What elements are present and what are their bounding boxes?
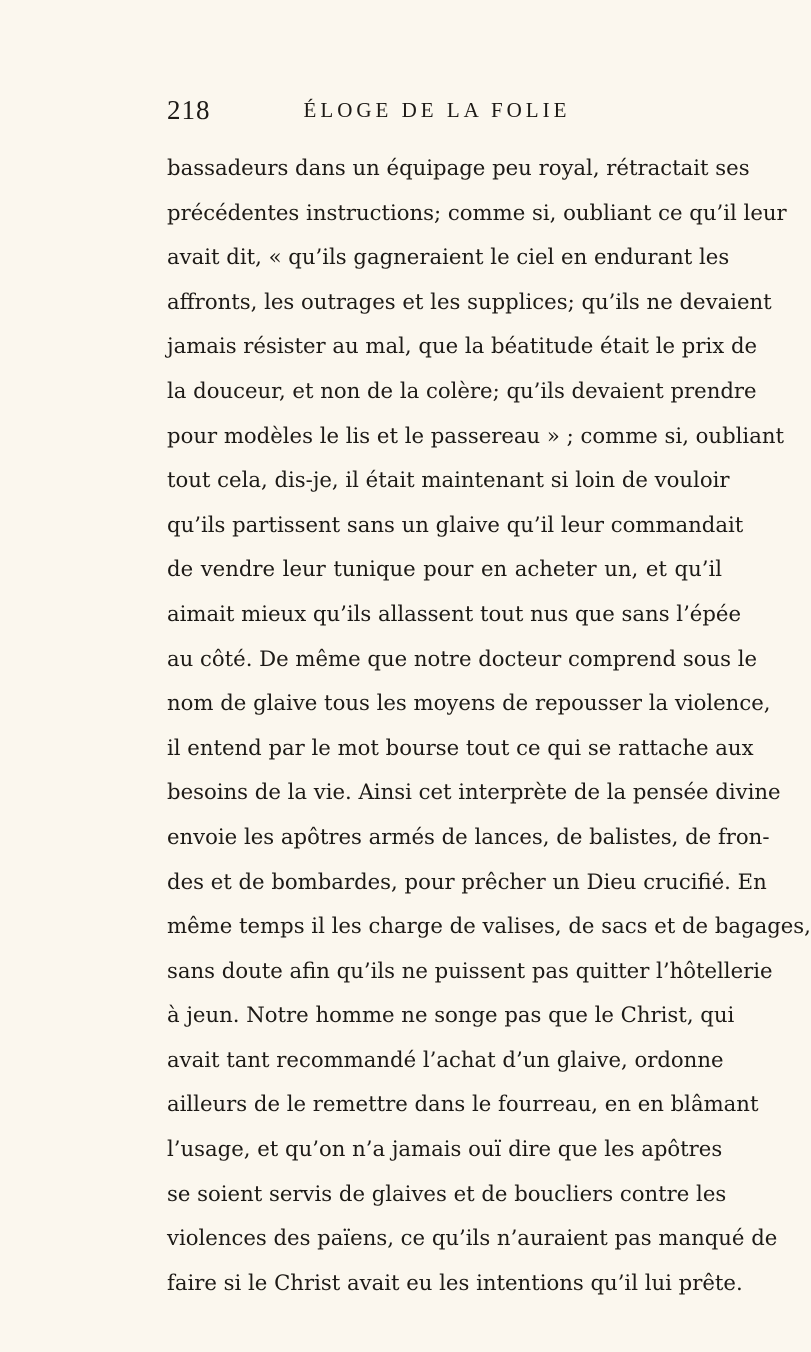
- text-line: la douceur, et non de la colère; qu’ils devaient prendre: [167, 377, 757, 403]
- text-line: se soient servis de glaives et de boucliers contre les: [167, 1180, 727, 1206]
- text-line: précédentes instructions; comme si, oubliant ce qu’il leur: [167, 199, 787, 225]
- text-line: à jeun. Notre homme ne songe pas que le Christ, qui: [167, 1002, 735, 1028]
- text-line: avait tant recommandé l’achat d’un glaive, ordonne: [167, 1046, 724, 1072]
- text-line: l’usage, et qu’on n’a jamais ouï dire que les apôtres: [167, 1136, 723, 1162]
- text-line: affronts, les outrages et les supplices; qu’ils ne devaient: [167, 288, 772, 314]
- text-line: des et de bombardes, pour prêcher un Dieu crucifié. En: [167, 868, 767, 894]
- text-line: aimait mieux qu’ils allassent tout nus que sans l’épée: [167, 600, 741, 626]
- text-line: sans doute afin qu’ils ne puissent pas quitter l’hôtellerie: [167, 957, 773, 983]
- text-line: qu’ils partissent sans un glaive qu’il leur commandait: [167, 511, 744, 537]
- text-line: pour modèles le lis et le passereau » ; comme si, oubliant: [167, 422, 784, 448]
- text-line: ailleurs de le remettre dans le fourreau, en en blâmant: [167, 1091, 759, 1117]
- text-line: il entend par le mot bourse tout ce qui se rattache aux: [167, 734, 754, 760]
- text-line: besoins de la vie. Ainsi cet interprète de la pensée divine: [167, 779, 781, 805]
- text-line: faire si le Christ avait eu les intentions qu’il lui prête.: [167, 1269, 743, 1295]
- text-line: tout cela, dis-je, il était maintenant si loin de vouloir: [167, 467, 730, 493]
- text-line: de vendre leur tunique pour en acheter un, et qu’il: [167, 556, 722, 582]
- running-title: ÉLOGE DE LA FOLIE: [303, 97, 571, 122]
- text-line: avait dit, « qu’ils gagneraient le ciel en endurant les: [167, 244, 730, 270]
- page-number: 218: [167, 94, 211, 125]
- text-line: bassadeurs dans un équipage peu royal, rétractait ses: [167, 155, 750, 180]
- text-line: violences des païens, ce qu’ils n’auraient pas manqué de: [167, 1225, 778, 1251]
- text-line: jamais résister au mal, que la béatitude était le prix de: [167, 333, 758, 359]
- text-line: nom de glaive tous les moyens de repousser la violence,: [167, 690, 771, 716]
- text-line: au côté. De même que notre docteur comprend sous le: [167, 645, 758, 671]
- running-head: [167, 92, 722, 128]
- text-line: même temps il les charge de valises, de sacs et de bagages,: [167, 913, 811, 939]
- text-line: envoie les apôtres armés de lances, de balistes, de fron-: [167, 823, 770, 849]
- body-text: [167, 146, 811, 1305]
